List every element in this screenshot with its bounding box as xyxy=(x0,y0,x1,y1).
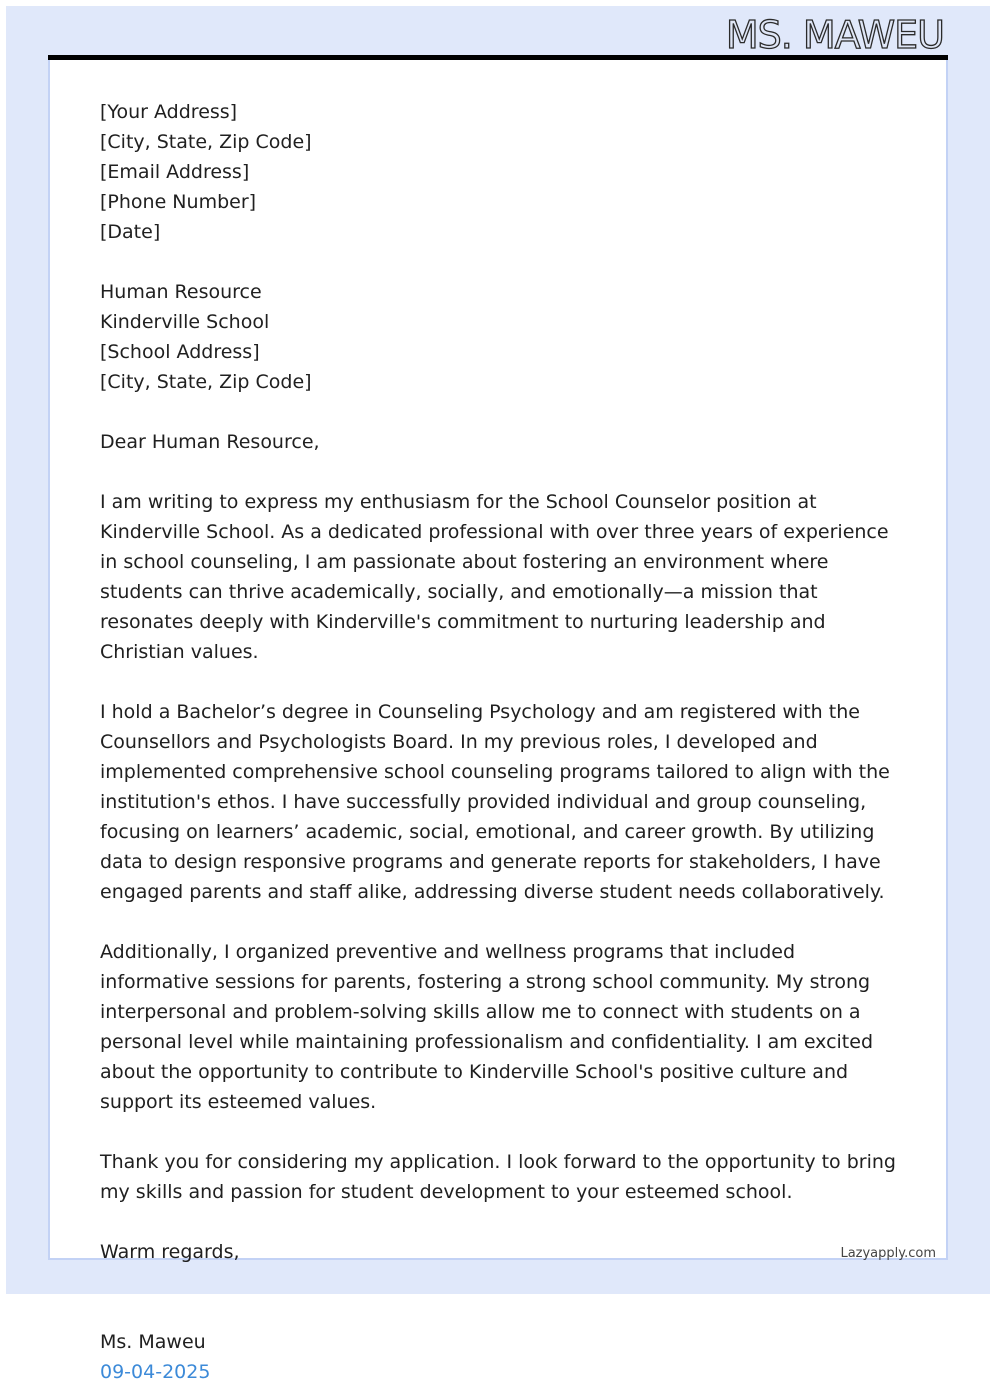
spacer xyxy=(100,1297,900,1327)
spacer xyxy=(100,907,900,937)
recipient-organization: Kinderville School xyxy=(100,311,270,333)
spacer xyxy=(100,457,900,487)
spacer xyxy=(100,247,900,277)
spacer xyxy=(100,397,900,427)
salutation: Dear Human Resource, xyxy=(100,431,320,453)
signed-date: 09-04-2025 xyxy=(100,1361,211,1383)
body-paragraph-1: I am writing to express my enthusiasm for the School Counselor position at Kinderville School. As a dedicated professional with over three years of experience in school counseling, I am passionate about fostering an environment where students can thrive academically, socially, and emotionally—a mission that resonates deeply with Kinderville's commitment to nurturing leadership and Christian values. xyxy=(100,491,889,663)
recipient-city-state-zip: [City, State, Zip Code] xyxy=(100,371,312,393)
body-paragraph-2: I hold a Bachelor’s degree in Counseling Psychology and am registered with the Counsellors and Psychologists Board. In my previous roles, I developed and implemented comprehensive school counseling programs tailored to align with the institution's ethos. I have successfully provided individual and group counseling, focusing on learners’ academic, social, emotional, and career growth. By utilizing data to design responsive programs and generate reports for stakeholders, I have engaged parents and staff alike, addressing diverse student needs collaboratively. xyxy=(100,701,890,903)
signature: Ms. Maweu xyxy=(100,1331,206,1353)
body-paragraph-4: Thank you for considering my application. I look forward to the opportunity to bring my skills and passion for student development to your esteemed school. xyxy=(100,1151,896,1203)
closing: Warm regards, xyxy=(100,1241,240,1263)
cover-letter-body xyxy=(100,97,900,1387)
header-name: MS. MAWEU xyxy=(725,13,944,57)
spacer xyxy=(100,667,900,697)
spacer xyxy=(100,1207,900,1237)
sender-address: [Your Address] xyxy=(100,101,238,123)
spacer xyxy=(100,1267,900,1297)
watermark: Lazyapply.com xyxy=(840,1246,936,1261)
sender-phone: [Phone Number] xyxy=(100,191,257,213)
spacer xyxy=(100,1117,900,1147)
recipient-address: [School Address] xyxy=(100,341,260,363)
recipient-name: Human Resource xyxy=(100,281,262,303)
body-paragraph-3: Additionally, I organized preventive and wellness programs that included informative sessions for parents, fostering a strong school community. My strong interpersonal and problem-solving skills allow me to connect with students on a personal level while maintaining professionalism and confidentiality. I am excited about the opportunity to contribute to Kinderville School's positive culture and support its esteemed values. xyxy=(100,941,874,1113)
sender-city-state-zip: [City, State, Zip Code] xyxy=(100,131,312,153)
recipient-block xyxy=(100,277,900,397)
sender-date: [Date] xyxy=(100,221,161,243)
sender-email: [Email Address] xyxy=(100,161,250,183)
sender-block xyxy=(100,97,900,247)
